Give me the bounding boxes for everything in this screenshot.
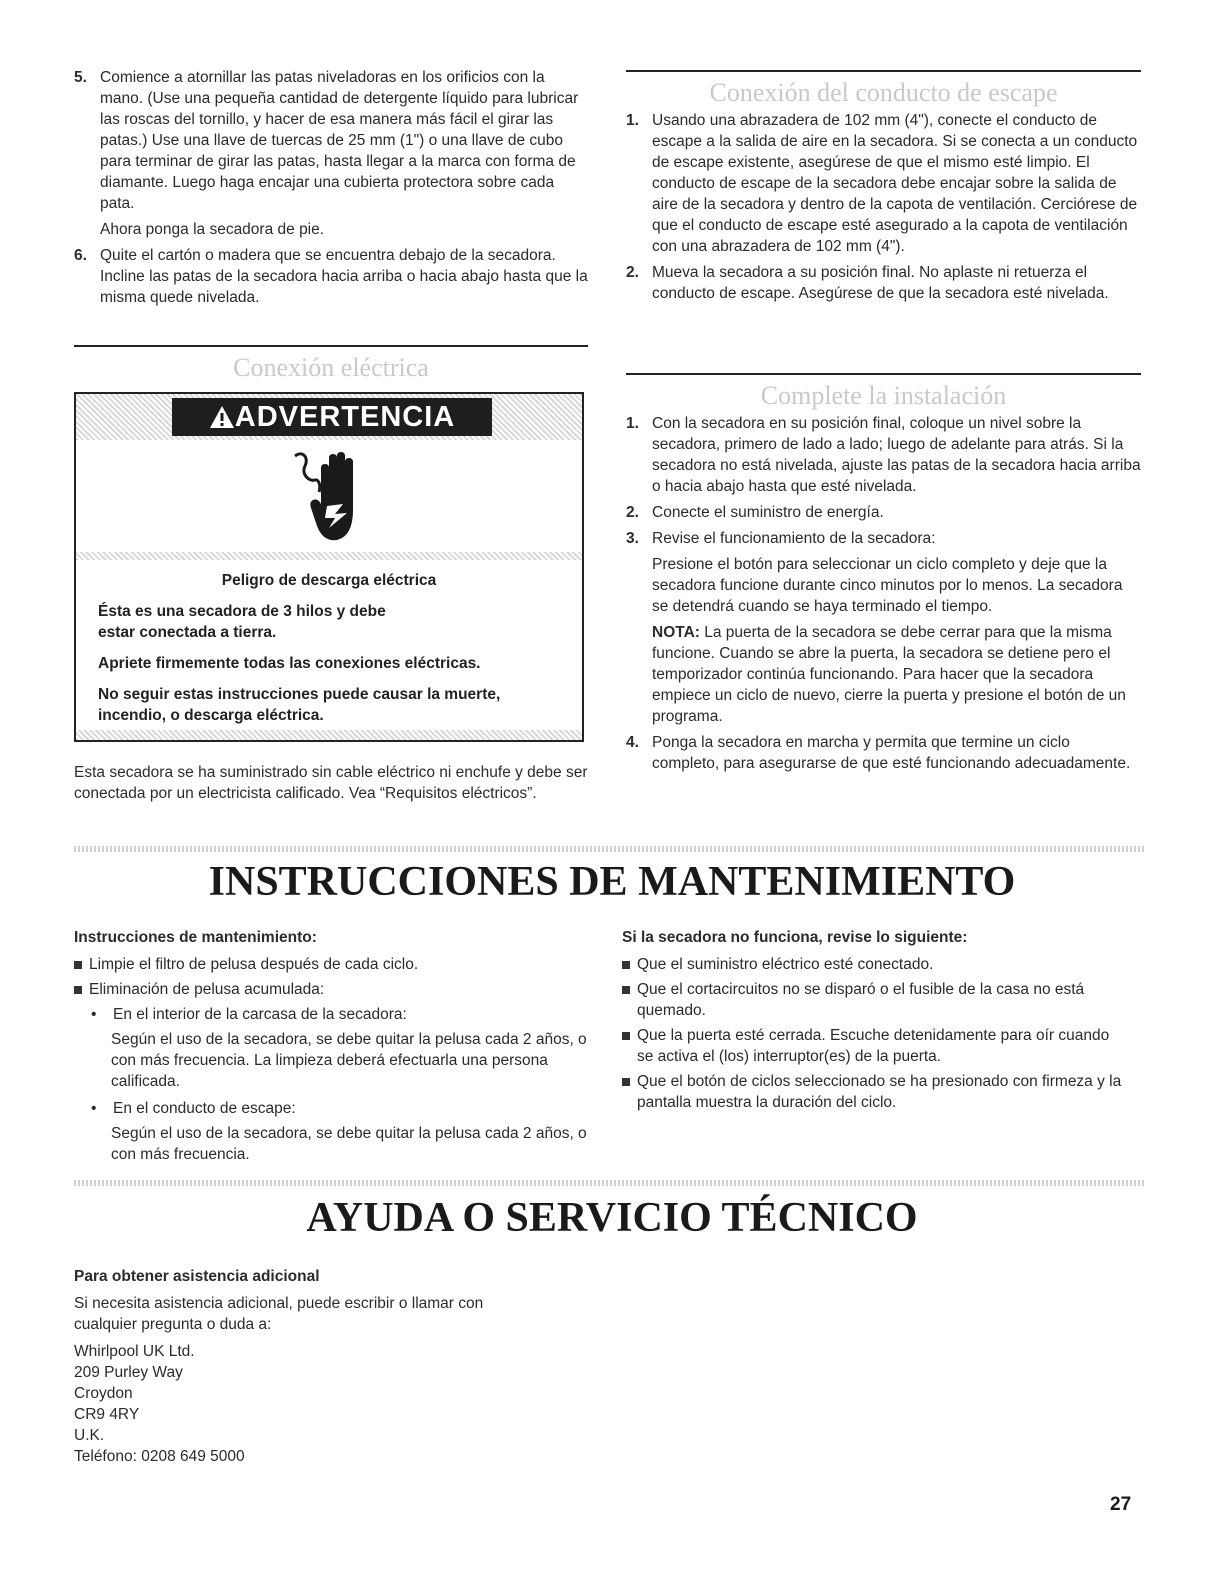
maintenance-right — [622, 927, 1122, 1117]
warning-line: No seguir estas instrucciones puede causar la muerte, incendio, o descarga eléctrica. — [98, 686, 501, 724]
subheading: Instrucciones de mantenimiento: — [74, 929, 317, 946]
list-item: Que la puerta esté cerrada. Escuche detenidamente para oír cuando se activa el (los) interruptor(es) de la puerta. — [622, 1025, 1122, 1067]
step-note: Ahora ponga la secadora de pie. — [100, 221, 325, 238]
address: Whirlpool UK Ltd. 209 Purley Way Croydon CR9 4RY U.K. Teléfono: 0208 649 5000 — [74, 1343, 245, 1465]
electrical-section — [74, 345, 588, 385]
section-divider — [74, 345, 588, 347]
service-title: AYUDA O SERVICIO TÉCNICO — [306, 1195, 918, 1241]
note: NOTA: La puerta de la secadora se debe cerrar para que la misma funcione. Cuando se abre la puerta, la secadora se detiene pero el temporizador continúa funcionando. Para hacer que la secadora empiece un ciclo de nuevo, cierre la puerta y presione el botón de un programa. — [652, 624, 1126, 725]
list-item: Eliminación de pelusa acumulada: — [74, 979, 588, 1000]
list-item: 6. Quite el cartón o madera que se encuentra debajo de la secadora. Incline las patas de la secadora hacia arriba o hacia abajo hasta que la misma quede nivelada. — [74, 247, 588, 306]
list-item: 2. Mueva la secadora a su posición final. No aplaste ni retuerza el conducto de escape. Asegúrese de que la secadora esté nivelada. — [626, 264, 1109, 302]
warning-triangle-icon — [209, 405, 235, 429]
hazard-title: Peligro de descarga eléctrica — [221, 572, 437, 589]
bullet-icon — [622, 961, 630, 969]
complete-section — [626, 373, 1141, 779]
step-note: Según el uso de la secadora, se debe quitar la pelusa cada 2 años, o con más frecuencia. La limpieza deberá efectuarla una persona calificada. — [111, 1031, 587, 1090]
step-note: Según el uso de la secadora, se debe quitar la pelusa cada 2 años, o con más frecuencia. — [111, 1125, 587, 1163]
step-note: Presione el botón para seleccionar un ciclo completo y deje que la secadora funcione durante cinco minutos por lo menos. La secadora se detendrá cuando se haya terminado el tiempo. — [652, 556, 1123, 615]
list-item: • En el conducto de escape: — [91, 1100, 296, 1117]
list-item: Que el cortacircuitos no se disparó o el fusible de la casa no está quemado. — [622, 979, 1122, 1021]
section-stripe — [74, 846, 1144, 852]
leveling-steps — [74, 67, 588, 313]
electrical-note: Esta secadora se ha suministrado sin cable eléctrico ni enchufe y debe ser conectada por un electricista calificado. Vea “Requisitos eléctricos”. — [74, 764, 588, 802]
bullet-icon — [74, 986, 82, 994]
section-stripe — [74, 1180, 1144, 1186]
list-item: 4. Ponga la secadora en marcha y permita que termine un ciclo completo, para asegurarse de que esté funcionando adecuadamente. — [626, 734, 1131, 772]
subheading: Para obtener asistencia adicional — [74, 1268, 320, 1285]
warning-label: ADVERTENCIA — [172, 398, 492, 436]
list-item: 5. Comience a atornillar las patas niveladoras en los orificios con la mano. (Use una pequeña cantidad de detergente líquido para lubricar las roscas del tornillo, y hacer de esa manera más fácil el girar las patas.) Use una llave de tuercas de 25 mm (1") o una llave de cubo para terminar de girar las patas, hasta llegar a la marca con forma de diamante. Luego haga encajar una cubierta protectora sobre cada pata. — [74, 69, 579, 212]
warning-header — [76, 394, 582, 440]
exhaust-section — [626, 70, 1141, 309]
service-intro: Si necesita asistencia adicional, puede escribir o llamar con cualquier pregunta o duda a: — [74, 1295, 484, 1333]
bullet-icon — [622, 986, 630, 994]
subheading: Si la secadora no funciona, revise lo siguiente: — [622, 929, 968, 946]
maintenance-left — [74, 927, 588, 1171]
warning-text — [76, 560, 582, 730]
section-title: Conexión eléctrica — [233, 353, 429, 382]
list-item: Que el botón de ciclos seleccionado se ha presionado con firmeza y la pantalla muestra la duración del ciclo. — [622, 1071, 1122, 1113]
bullet-icon — [622, 1078, 630, 1086]
list-item: 1. Con la secadora en su posición final, coloque un nivel sobre la secadora, primero de lado a lado; luego de adelante para atrás. Si la secadora no está nivelada, ajuste las patas de la secadora hacia arriba o hacia abajo hasta que esté nivelada. — [626, 415, 1141, 495]
list-item: 3. Revise el funcionamiento de la secadora: — [626, 530, 936, 547]
bullet-icon — [622, 1032, 630, 1040]
list-item: 1. Usando una abrazadera de 102 mm (4"), conecte el conducto de escape a la salida de aire en la secadora. Si se conecta a un conducto de escape existente, asegúrese de que el mismo esté limpio. El conducto de escape de la secadora debe encajar sobre la salida de aire de la secadora y dentro de la capota de ventilación. Cerciórese de que el conducto de escape esté asegurado a la capota de ventilación con una abrazadera de 102 mm (4"). — [626, 112, 1138, 255]
list-item: Limpie el filtro de pelusa después de cada ciclo. — [74, 954, 588, 975]
list-item: • En el interior de la carcasa de la secadora: — [91, 1006, 407, 1023]
section-divider — [626, 373, 1141, 375]
section-title: Complete la instalación — [760, 381, 1007, 410]
list-item: Que el suministro eléctrico esté conectado. — [622, 954, 1122, 975]
warning-line: Apriete firmemente todas las conexiones eléctricas. — [98, 655, 481, 672]
electric-shock-hand-icon — [291, 446, 371, 546]
page-number: 27 — [1110, 1494, 1132, 1515]
maintenance-title: INSTRUCCIONES DE MANTENIMIENTO — [208, 859, 1016, 905]
service-info — [74, 1266, 544, 1467]
section-title: Conexión del conducto de escape — [709, 78, 1058, 107]
bullet-icon — [74, 961, 82, 969]
warning-line: Ésta es una secadora de 3 hilos y debe estar conectada a tierra. — [98, 603, 386, 641]
list-item: 2. Conecte el suministro de energía. — [626, 504, 884, 521]
section-divider — [626, 70, 1141, 72]
warning-box — [74, 392, 584, 742]
